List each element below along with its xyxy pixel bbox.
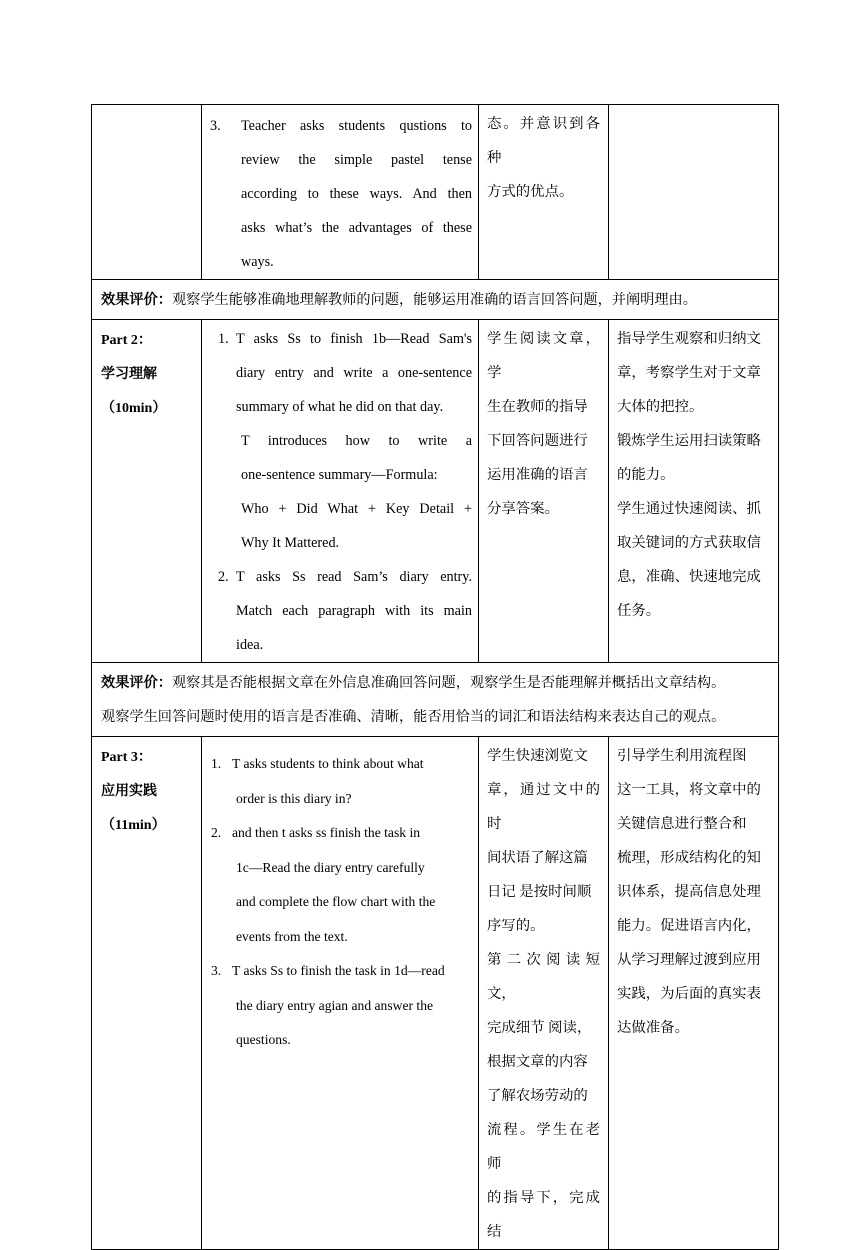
step-text-line: Why It Mattered.	[241, 535, 340, 551]
part-name: 应用实践	[101, 784, 157, 799]
step-text-line: summary of what he did on that day.	[236, 399, 444, 415]
evaluation-cell	[92, 280, 779, 320]
purpose-text-line: 的能力。	[617, 467, 675, 483]
student-text-line: 的指导下，完成结	[487, 1190, 600, 1240]
step-text-line: T asks Ss to finish 1b—Read Sam's	[236, 331, 472, 347]
step-text-line: T asks students to think about what	[232, 756, 424, 771]
student-text-line: 生在教师的指导	[487, 399, 588, 415]
step-number: 3.	[210, 118, 221, 134]
step-number: 1.	[218, 331, 229, 347]
student-activity-cell	[479, 105, 609, 280]
student-text-line: 方式的优点。	[487, 184, 574, 200]
activity-cell	[202, 105, 479, 280]
purpose-text-line: 指导学生观察和归纳文	[617, 331, 761, 347]
student-text-line: 态。并意识到各种	[487, 116, 600, 166]
purpose-text-line: 取关键词的方式获取信	[617, 535, 761, 551]
student-text-line: 学生阅读文章，学	[487, 331, 600, 381]
purpose-text-line: 梳理，形成结构化的知	[617, 850, 761, 866]
evaluation-text: 观察学生回答问题时使用的语言是否准确、清晰，能否用恰当的词汇和语法结构来表达自己的观点。	[101, 709, 726, 725]
student-text-line: 第二次阅读短文，	[487, 952, 600, 1002]
step-text-line: one-sentence summary—Formula:	[241, 467, 438, 483]
activity-step	[210, 109, 472, 279]
student-text-line: 下回答问题进行	[487, 433, 588, 449]
step-text-line: according to these ways. And then	[241, 186, 472, 202]
step-text-line: T asks Ss read Sam’s diary entry.	[236, 569, 472, 585]
purpose-text-line: 这一工具，将文章中的	[617, 782, 761, 798]
evaluation-row	[92, 663, 779, 737]
purpose-text-line: 息，准确、快速地完成	[617, 569, 761, 585]
purpose-cell	[609, 320, 779, 663]
step-number: 3.	[211, 963, 222, 978]
step-text-line: T asks Ss to finish the task in 1d—read	[232, 963, 445, 978]
purpose-text-line: 实践，为后面的真实表	[617, 986, 761, 1002]
step-text-line: diary entry and write a one-sentence	[236, 365, 472, 381]
evaluation-row	[92, 280, 779, 320]
step-text-line: asks what’s the advantages of these	[241, 220, 472, 236]
purpose-cell-empty	[609, 105, 779, 280]
part-duration: （11min）	[101, 818, 166, 833]
purpose-text-line: 关键信息进行整合和	[617, 816, 747, 832]
evaluation-text: 观察学生能够准确地理解教师的问题，能够运用准确的语言回答问题，并阐明理由。	[171, 292, 697, 308]
student-text-line: 日记 是按时间顺	[487, 884, 592, 900]
purpose-text-line: 锻炼学生运用扫读策略	[617, 433, 761, 449]
purpose-text-line: 达做准备。	[617, 1020, 689, 1036]
student-activity-cell	[479, 737, 609, 1250]
student-text-line: 分享答案。	[487, 501, 559, 517]
activity-step	[210, 954, 474, 1058]
step-text-line: 1c—Read the diary entry carefully	[236, 859, 425, 875]
student-text-line: 间状语了解这篇	[487, 850, 588, 866]
section-cell-empty	[92, 105, 202, 280]
step-text-line: and then t asks ss finish the task in	[232, 825, 421, 840]
continuation-row	[92, 105, 779, 280]
step-number: 2.	[218, 569, 229, 585]
step-text-line: questions.	[236, 1032, 291, 1047]
step-number: 2.	[211, 825, 222, 840]
purpose-text-line: 任务。	[617, 603, 661, 619]
section-cell	[92, 737, 202, 1250]
step-number: 1.	[211, 756, 222, 771]
student-text-line: 了解农场劳动的	[487, 1088, 588, 1104]
part-duration: （10min）	[101, 401, 167, 416]
student-activity-cell	[479, 320, 609, 663]
step-text-line: events from the text.	[236, 928, 348, 944]
step-text-line: review the simple pastel tense	[241, 152, 472, 168]
section-cell	[92, 320, 202, 663]
step-text-line: T introduces how to write a	[241, 433, 472, 449]
purpose-text-line: 从学习理解过渡到应用	[617, 952, 761, 968]
step-text-line: the diary entry agian and answer the	[236, 997, 434, 1013]
part3-row	[92, 737, 779, 1250]
purpose-text-line: 章，考察学生对于文章	[617, 365, 761, 381]
activity-step	[210, 747, 474, 816]
lesson-plan-table	[91, 104, 779, 1250]
part-title: Part 2：	[101, 333, 152, 348]
student-text-line: 运用准确的语言	[487, 467, 588, 483]
evaluation-text: 观察其是否能根据文章在外信息准确回答问题，观察学生是否能理解并概括出文章结构。	[171, 675, 726, 691]
step-text-line: Match each paragraph with its main	[236, 603, 472, 619]
step-text-line: and complete the flow chart with the	[236, 894, 436, 909]
purpose-text-line: 大体的把控。	[617, 399, 704, 415]
evaluation-label: 效果评价：	[101, 292, 172, 308]
activity-step	[210, 560, 472, 662]
part2-row	[92, 320, 779, 663]
purpose-text-line: 能力。促进语言内化，	[617, 918, 761, 934]
step-text-line: ways.	[241, 254, 274, 270]
evaluation-cell	[92, 663, 779, 737]
student-text-line: 序写的。	[487, 918, 545, 934]
evaluation-label: 效果评价：	[101, 675, 172, 691]
activity-cell	[202, 737, 479, 1250]
step-text-line: Teacher asks students qustions to	[241, 118, 472, 134]
student-text-line: 完成细节 阅读，	[487, 1020, 592, 1036]
part-name: 学习理解	[101, 367, 157, 382]
step-text-line: order is this diary in?	[236, 790, 352, 806]
student-text-line: 学生快速浏览文	[487, 748, 588, 764]
purpose-cell	[609, 737, 779, 1250]
student-text-line: 章，通过文中的时	[487, 782, 600, 832]
student-text-line: 根据文章的内容	[487, 1054, 588, 1070]
purpose-text-line: 学生通过快速阅读、抓	[617, 501, 761, 517]
activity-cell	[202, 320, 479, 663]
activity-step	[210, 816, 474, 954]
step-text-line: Who + Did What + Key Detail +	[241, 501, 472, 517]
purpose-text-line: 识体系，提高信息处理	[617, 884, 761, 900]
part-title: Part 3：	[101, 750, 152, 765]
step-text-line: idea.	[236, 637, 264, 653]
activity-step	[210, 322, 472, 560]
purpose-text-line: 引导学生利用流程图	[617, 748, 747, 764]
student-text-line: 流程。学生在老师	[487, 1122, 600, 1172]
